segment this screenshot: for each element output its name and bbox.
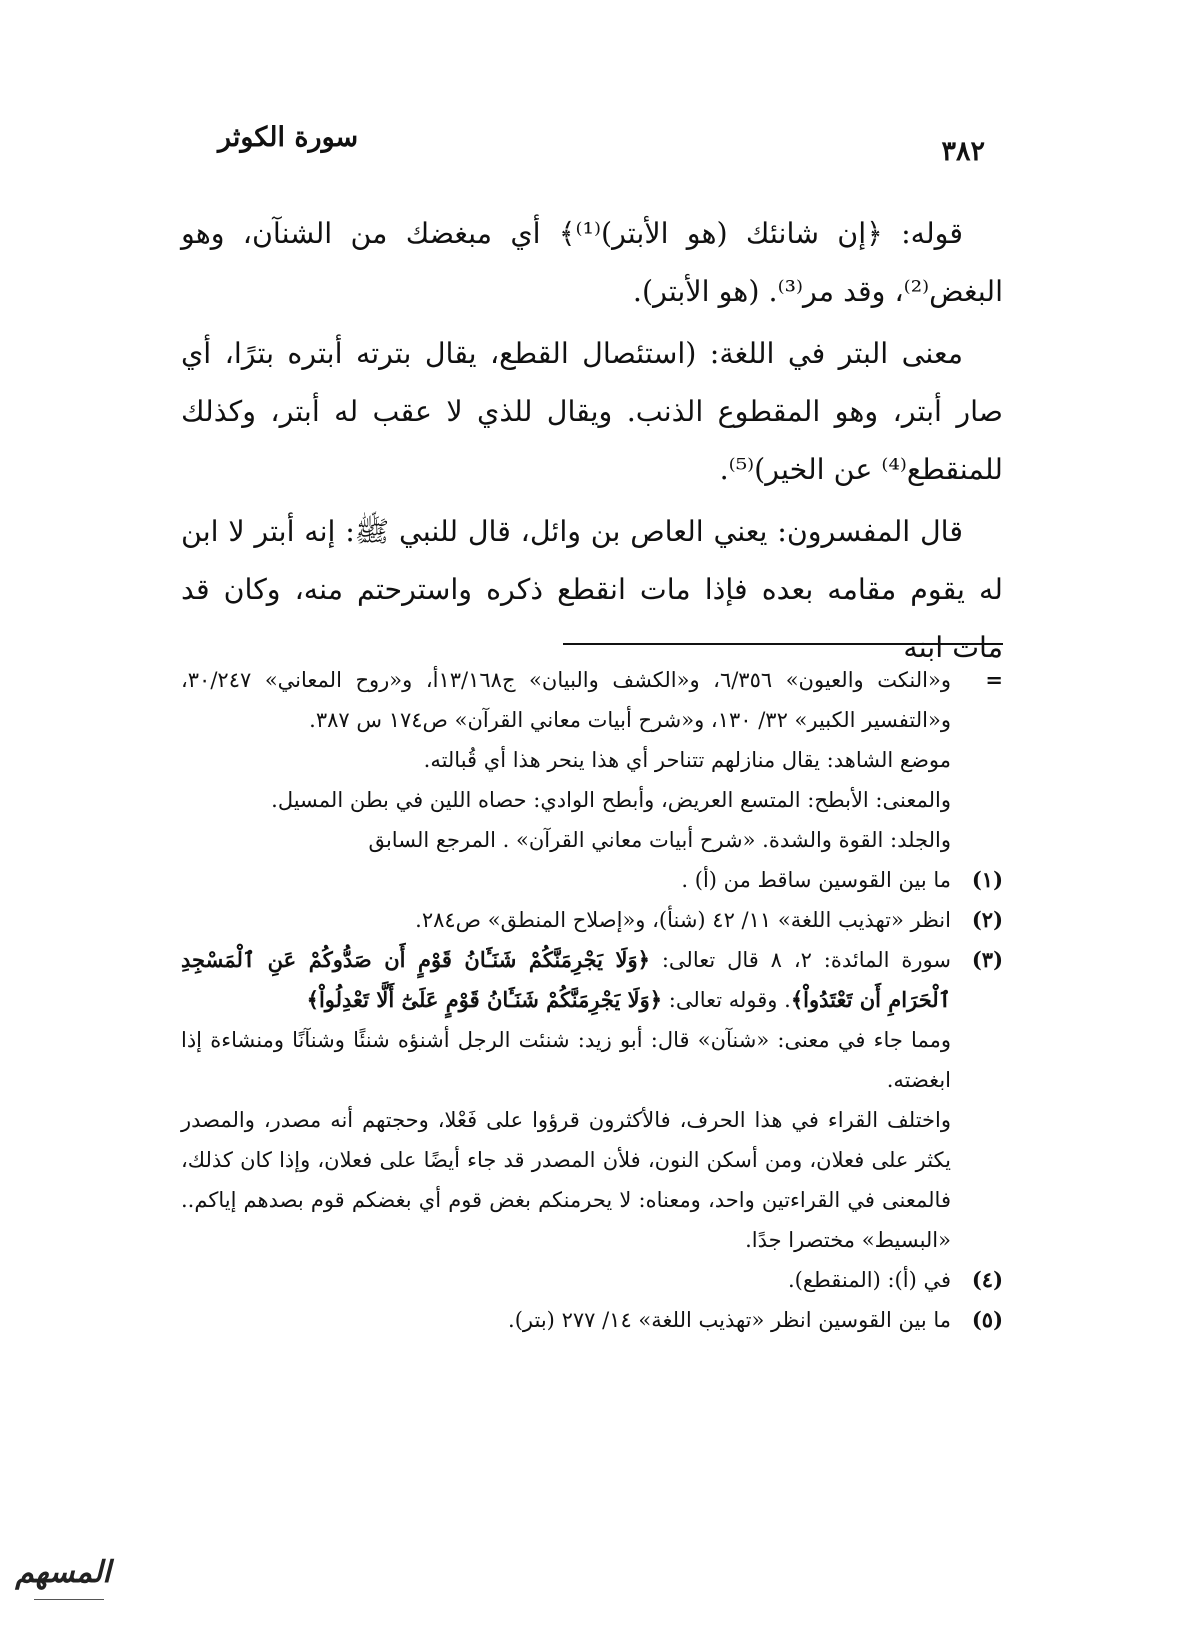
page-title: سورة الكوثر bbox=[218, 122, 359, 153]
footnote-marker: = bbox=[985, 667, 1003, 692]
stamp-underline bbox=[34, 1599, 104, 1600]
footnote-4 bbox=[181, 1260, 1003, 1300]
footnote-1 bbox=[181, 860, 1003, 900]
footnote-marker: (٥) bbox=[971, 1307, 1003, 1332]
footnote-subparagraph: والجلد: القوة والشدة. «شرح أبيات معاني القرآن» . المرجع السابق bbox=[368, 828, 951, 852]
paragraph: معنى البتر في اللغة: (استئصال القطع، يقال بترته أبتره بترًا، أي صار أبتر، وهو المقطوع الذنب. ويقال للذي لا عقب له أبتر، وكذلك للمنقطع⁽⁴⁾ عن الخير)⁽⁵⁾. bbox=[181, 337, 1003, 486]
footnote-marker: (٤) bbox=[971, 1267, 1003, 1292]
footnote-text-part: سورة المائدة: ٢، ٨ قال تعالى: bbox=[649, 948, 951, 972]
page-header bbox=[200, 122, 985, 172]
paragraph: قوله: ﴿إن شانئك (هو الأبتر)⁽¹⁾﴾ أي مبغضك من الشنآن، وهو البغض⁽²⁾، وقد مر⁽³⁾. (هو الأبتر). bbox=[181, 217, 1003, 308]
footnote-5 bbox=[181, 1300, 1003, 1340]
footnote-text-part: . وقوله تعالى: bbox=[662, 988, 791, 1012]
footnote-text: ما بين القوسين انظر «تهذيب اللغة» ١٤/ ٢٧٧ (بتر). bbox=[508, 1308, 951, 1332]
paragraph: قال المفسرون: يعني العاص بن وائل، قال للنبي ﷺ: إنه أبتر لا ابن له يقوم مقامه بعده فإذا مات انقطع ذكره واسترحتم منه، وكان قد مات ابنه bbox=[181, 515, 1003, 664]
footnote-text: ما بين القوسين ساقط من (أ) . bbox=[681, 868, 951, 892]
stamp-text: المسهم bbox=[15, 1555, 111, 1590]
footnote-text: و«النكت والعيون» ٦/٣٥٦، و«الكشف والبيان» ج١٣/١٦٨أ، و«روح المعاني» ٣٠/٢٤٧، و«التفسير الكبير» ٣٢/ ١٣٠، و«شرح أبيات معاني القرآن» ص١٧٤ س ٣٨٧. bbox=[181, 668, 951, 732]
footnotes bbox=[181, 660, 1003, 1340]
footnote-subparagraph: والمعنى: الأبطح: المتسع العريض، وأبطح الوادي: حصاه اللين في بطن المسيل. bbox=[271, 788, 951, 812]
footnote-subparagraph: ومما جاء في معنى: «شنآن» قال: أبو زيد: شنئت الرجل أشنؤه شنئًا وشنآنًا ومنشاءة إذا ابغضته. bbox=[181, 1028, 951, 1092]
footnote-text: في (أ): (المنقطع). bbox=[788, 1268, 951, 1292]
footnote-text: انظر «تهذيب اللغة» ١١/ ٤٢ (شنأ)، و«إصلاح المنطق» ص٢٨٤. bbox=[415, 908, 951, 932]
library-stamp-logo bbox=[4, 1555, 122, 1613]
main-text bbox=[181, 205, 1003, 681]
footnote-subparagraph: واختلف القراء في هذا الحرف، فالأكثرون قرؤوا على فَعْلا، وحجتهم أنه مصدر، والمصدر يكثر على فعلان، ومن أسكن النون، فلأن المصدر قد جاء أيضًا على فعلان، وإذا كان كذلك، فالمعنى في القراءتين واحد، ومعناه: لا يحرمنكم بغض قوم أي بغضكم قوم بصدهم إياكم.. «البسيط» مختصرا جدًا. bbox=[181, 1108, 951, 1252]
quran-verse: ﴿وَلَا يَجْرِمَنَّكُمْ شَنَـَٔانُ قَوْمٍ أَن صَدُّوكُمْ عَنِ ٱلْمَسْجِدِ ٱلْحَرَامِ أَن تَعْتَدُواْ﴾ bbox=[181, 947, 951, 1012]
footnote-marker: (٣) bbox=[971, 947, 1003, 972]
footnote-subparagraph: موضع الشاهد: يقال منازلهم تتناحر أي هذا ينحر هذا أي قُبالته. bbox=[423, 748, 951, 772]
footnote-marker: (١) bbox=[971, 867, 1003, 892]
footnote-3 bbox=[181, 940, 1003, 1020]
footnote-continuation bbox=[181, 660, 1003, 740]
footnote-marker: (٢) bbox=[971, 907, 1003, 932]
footnote-divider bbox=[563, 643, 1003, 645]
footnote-text bbox=[181, 940, 951, 1020]
page-number: ٣٨٢ bbox=[941, 136, 985, 167]
quran-verse: ﴿وَلَا يَجْرِمَنَّكُمْ شَنَـَٔانُ قَوْمٍ عَلَىٰٓ أَلَّا تَعْدِلُواْ﴾ bbox=[306, 987, 663, 1012]
footnote-2 bbox=[181, 900, 1003, 940]
